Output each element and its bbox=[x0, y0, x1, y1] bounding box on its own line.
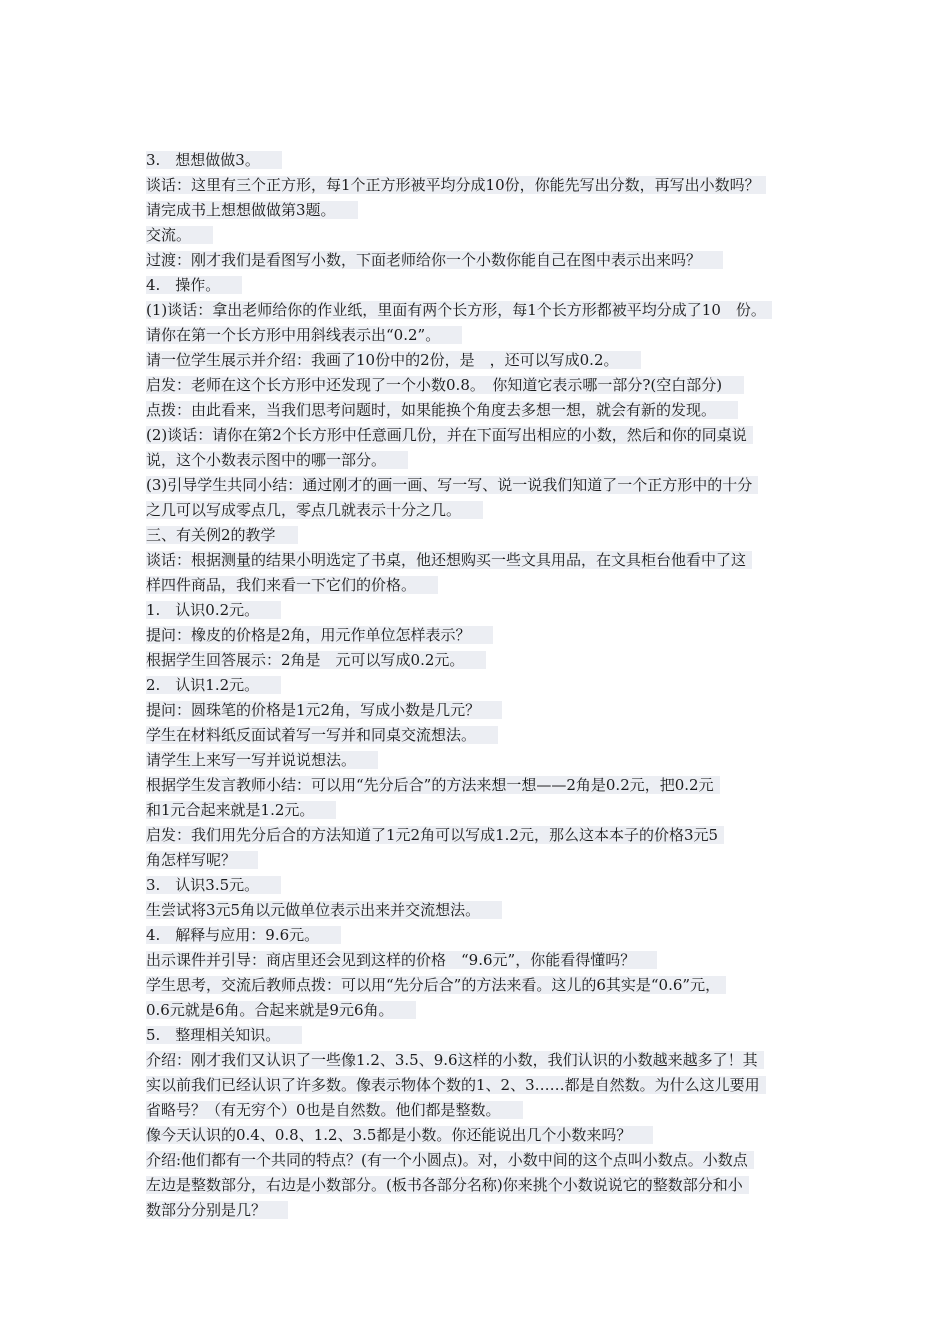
text-line bbox=[146, 598, 826, 623]
text-line bbox=[146, 448, 826, 473]
text-line bbox=[146, 748, 826, 773]
text-line bbox=[146, 473, 826, 498]
text-line-content: 样四件商品，我们来看一下它们的价格。 bbox=[146, 576, 438, 594]
text-line-content: 点拨：由此看来，当我们思考问题时，如果能换个角度去多想一想，就会有新的发现。 bbox=[146, 401, 738, 419]
text-line-content: 省略号？（有无穷个）0也是自然数。他们都是整数。 bbox=[146, 1101, 523, 1119]
text-line-content: 学生在材料纸反面试着写一写并和同桌交流想法。 bbox=[146, 726, 498, 744]
text-line bbox=[146, 323, 826, 348]
text-line bbox=[146, 348, 826, 373]
text-line-content: 提问：橡皮的价格是2角，用元作单位怎样表示？ bbox=[146, 626, 493, 644]
text-line-content: 谈话：这里有三个正方形，每1个正方形被平均分成10份，你能先写出分数，再写出小数吗？ bbox=[146, 176, 766, 194]
text-line bbox=[146, 998, 826, 1023]
text-line-content: 4. 解释与应用：9.6元。 bbox=[146, 926, 341, 944]
text-line bbox=[146, 1123, 826, 1148]
text-line-content: 谈话：根据测量的结果小明选定了书桌，他还想购买一些文具用品，在文具柜台他看中了这 bbox=[146, 551, 752, 569]
text-line bbox=[146, 548, 826, 573]
document-body bbox=[146, 148, 826, 1223]
text-line-content: 出示课件并引导：商店里还会见到这样的价格 “9.6元”，你能看得懂吗？ bbox=[146, 951, 657, 969]
text-line-content: 介绍：刚才我们又认识了一些像1.2、3.5、9.6这样的小数，我们认识的小数越来越多了！其 bbox=[146, 1051, 764, 1069]
text-line-content: 3. 想想做做3。 bbox=[146, 151, 282, 169]
text-line-content: 3. 认识3.5元。 bbox=[146, 876, 281, 894]
text-line bbox=[146, 223, 826, 248]
text-line bbox=[146, 1098, 826, 1123]
text-line-content: 数部分分别是几？ bbox=[146, 1201, 288, 1219]
text-line-content: (2)谈话：请你在第2个长方形中任意画几份，并在下面写出相应的小数，然后和你的同桌说 bbox=[146, 426, 753, 444]
text-line bbox=[146, 823, 826, 848]
text-line-content: 4. 操作。 bbox=[146, 276, 242, 294]
text-line-content: 说，这个小数表示图中的哪一部分。 bbox=[146, 451, 408, 469]
text-line bbox=[146, 1198, 826, 1223]
text-line-content: 过渡：刚才我们是看图写小数，下面老师给你一个小数你能自己在图中表示出来吗？ bbox=[146, 251, 723, 269]
text-line bbox=[146, 248, 826, 273]
text-line bbox=[146, 673, 826, 698]
text-line-content: 2. 认识1.2元。 bbox=[146, 676, 281, 694]
text-line bbox=[146, 298, 826, 323]
text-line bbox=[146, 648, 826, 673]
text-line-content: (3)引导学生共同小结：通过刚才的画一画、写一写、说一说我们知道了一个正方形中的十分 bbox=[146, 476, 758, 494]
text-line bbox=[146, 773, 826, 798]
text-line-content: (1)谈话：拿出老师给你的作业纸，里面有两个长方形，每1个长方形都被平均分成了10 份。 bbox=[146, 301, 772, 319]
text-line bbox=[146, 373, 826, 398]
text-line-content: 1. 认识0.2元。 bbox=[146, 601, 281, 619]
text-line bbox=[146, 973, 826, 998]
text-line-content: 左边是整数部分，右边是小数部分。(板书各部分名称)你来挑个小数说说它的整数部分和小 bbox=[146, 1176, 749, 1194]
text-line bbox=[146, 923, 826, 948]
text-line bbox=[146, 573, 826, 598]
text-line-content: 根据学生发言教师小结：可以用“先分后合”的方法来想一想——2角是0.2元，把0.2元 bbox=[146, 776, 720, 794]
text-line bbox=[146, 523, 826, 548]
text-line-content: 实以前我们已经认识了许多数。像表示物体个数的1、2、3……都是自然数。为什么这儿要用 bbox=[146, 1076, 766, 1094]
text-line-content: 角怎样写呢？ bbox=[146, 851, 258, 869]
text-line bbox=[146, 698, 826, 723]
text-line-content: 三、有关例2的教学 bbox=[146, 526, 298, 544]
text-line-content: 启发：我们用先分后合的方法知道了1元2角可以写成1.2元，那么这本本子的价格3元5 bbox=[146, 826, 724, 844]
text-line-content: 介绍:他们都有一个共同的特点？(有一个小圆点)。对，小数中间的这个点叫小数点。小数点 bbox=[146, 1151, 754, 1169]
text-line bbox=[146, 498, 826, 523]
text-line bbox=[146, 198, 826, 223]
text-line-content: 请一位学生展示并介绍：我画了10份中的2份，是 ，还可以写成0.2。 bbox=[146, 351, 641, 369]
text-line-content: 和1元合起来就是1.2元。 bbox=[146, 801, 336, 819]
text-line bbox=[146, 423, 826, 448]
text-line-content: 提问：圆珠笔的价格是1元2角，写成小数是几元？ bbox=[146, 701, 502, 719]
text-line-content: 0.6元就是6角。合起来就是9元6角。 bbox=[146, 1001, 416, 1019]
text-line bbox=[146, 873, 826, 898]
text-line bbox=[146, 1073, 826, 1098]
text-line-content: 像今天认识的0.4、0.8、1.2、3.5都是小数。你还能说出几个小数来吗？ bbox=[146, 1126, 653, 1144]
text-line bbox=[146, 148, 826, 173]
text-line-content: 生尝试将3元5角以元做单位表示出来并交流想法。 bbox=[146, 901, 502, 919]
text-line bbox=[146, 1173, 826, 1198]
text-line-content: 交流。 bbox=[146, 226, 213, 244]
text-line bbox=[146, 273, 826, 298]
text-line bbox=[146, 623, 826, 648]
text-line bbox=[146, 848, 826, 873]
text-line-content: 5. 整理相关知识。 bbox=[146, 1026, 302, 1044]
text-line bbox=[146, 723, 826, 748]
text-line bbox=[146, 798, 826, 823]
text-line bbox=[146, 1048, 826, 1073]
text-line bbox=[146, 1023, 826, 1048]
text-line bbox=[146, 398, 826, 423]
text-line bbox=[146, 1148, 826, 1173]
text-line bbox=[146, 898, 826, 923]
text-line-content: 根据学生回答展示：2角是 元可以写成0.2元。 bbox=[146, 651, 486, 669]
text-line-content: 请你在第一个长方形中用斜线表示出“0.2”。 bbox=[146, 326, 462, 344]
text-line-content: 之几可以写成零点几，零点几就表示十分之几。 bbox=[146, 501, 483, 519]
text-line bbox=[146, 948, 826, 973]
text-line-content: 启发：老师在这个长方形中还发现了一个小数0.8。 你知道它表示哪一部分?(空白部分) bbox=[146, 376, 744, 394]
text-line-content: 学生思考，交流后教师点拨：可以用“先分后合”的方法来看。这儿的6其实是“0.6”元， bbox=[146, 976, 726, 994]
text-line-content: 请学生上来写一写并说说想法。 bbox=[146, 751, 378, 769]
text-line bbox=[146, 173, 826, 198]
text-line-content: 请完成书上想想做做第3题。 bbox=[146, 201, 358, 219]
